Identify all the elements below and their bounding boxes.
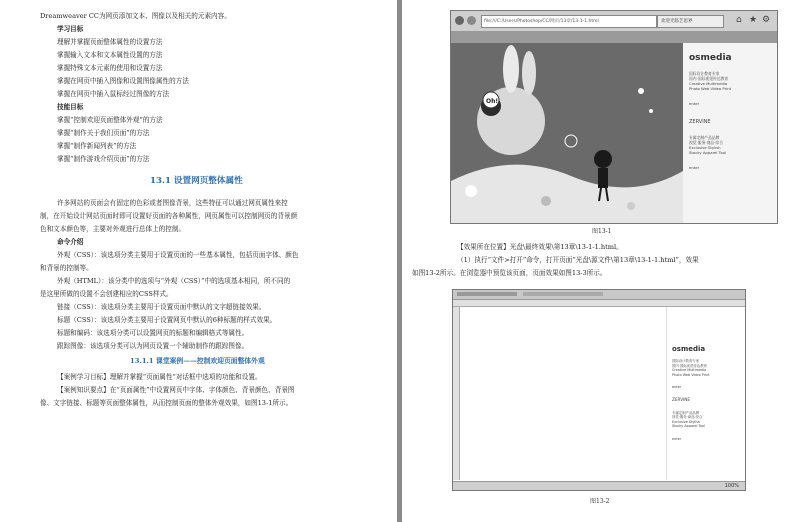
paragraph-line: 外观（CSS）：该选项分类主要用于设置页面的一些基本属性，包括页面字体、颜色 <box>57 251 299 259</box>
menu-line: Creative Multimedia <box>672 368 707 373</box>
site-menu <box>672 359 742 442</box>
section-heading: 13.1 设置网页整体属性 <box>150 176 243 186</box>
editor-side-ruler <box>453 307 460 480</box>
site-menu <box>689 71 775 170</box>
editor-ruler <box>453 300 745 307</box>
enter-link[interactable]: enter <box>672 385 682 390</box>
browser-toolbar <box>451 11 777 32</box>
editor-statusbar <box>453 481 745 491</box>
figure-caption: 图13-2 <box>590 498 610 505</box>
goal-item: 掌握特殊文本元素的使用和设置方法 <box>57 64 163 72</box>
menu-line: Photo Web Video Print <box>672 372 710 377</box>
site-logo: osmedia <box>672 345 706 353</box>
favorites-icon[interactable]: ★ <box>749 15 758 25</box>
skill-item: 掌握“控制欢迎页面整体外观”的方法 <box>57 116 163 124</box>
enter-link[interactable]: enter <box>689 165 700 170</box>
design-view[interactable] <box>460 307 745 480</box>
paragraph-line: 跟踪图像：该选项分类可以为网页设置一个辅助制作的跟踪图像。 <box>57 342 249 350</box>
menu-line: Exclusive Stylish <box>689 145 721 150</box>
paragraph-line: 【案例知识要点】在“页面属性”中设置网页中字体、字体颜色、背景颜色、背景图 <box>57 386 295 394</box>
paragraph-line: 如图13-2所示。在浏览器中预览该页面，页面效果如图13-3所示。 <box>412 269 607 277</box>
figure-13-2 <box>452 289 746 491</box>
speech-bubble: Oh! <box>486 98 499 105</box>
paragraph-line: 外观（HTML）：该分类中的选项与“外观（CSS）”中的选项基本相同，所不同的 <box>57 277 291 285</box>
zoom-level[interactable]: 100% <box>724 483 739 489</box>
left-page <box>0 0 398 522</box>
paragraph-line: 【效果所在位置】光盘\最终效果\第13章\13-1-1.html。 <box>457 243 623 251</box>
address-bar[interactable]: file:///C:/Users/Photoshop/CC/网页/13章/13-1-1.html <box>481 15 657 28</box>
goal-item: 掌握输入文本和文本属性设置的方法 <box>57 51 163 59</box>
editor-menubar <box>453 290 745 300</box>
menu-line: 国际设计教育专家 <box>672 359 700 363</box>
command-heading: 命令介绍 <box>57 238 84 246</box>
enter-link[interactable]: enter <box>689 101 700 106</box>
menu-line: Creative Multimedia <box>689 81 728 86</box>
menu-line: 国际设计教育专家 <box>689 71 720 76</box>
menu-line: Photo Web Video Print <box>689 86 732 91</box>
skill-item: 掌握“制作游戏介绍页面”的方法 <box>57 155 150 163</box>
site-logo: osmedia <box>689 53 732 63</box>
right-page <box>402 0 798 522</box>
figure-caption: 图13-1 <box>592 228 612 235</box>
menu-line: 国内·国际视觉传达教育 <box>672 363 707 368</box>
browser-tab[interactable]: 欢迎光临艺思界 <box>657 15 724 28</box>
page-viewport <box>451 31 777 223</box>
goal-item: 理解并掌握页面整体属性的设置方法 <box>57 38 163 46</box>
paragraph-line: 像、文字链接、标题等页面整体属性，从而控制页面的整体外观效果，如图13-1所示。 <box>40 399 293 407</box>
paragraph-line: 【案例学习目标】理解并掌握“页面属性”对话框中选项的功能和设置。 <box>57 373 262 381</box>
menu-line: Stocky Apparel Tool <box>689 150 727 155</box>
menu-line: 国内·国际视觉传达教育 <box>689 76 729 81</box>
paragraph-line: 链接（CSS）：该选项分类主要用于设置页面中默认的文字超链接效果。 <box>57 303 266 311</box>
paragraph-line: （1）执行“文件>打开”命令，打开页面“光盘\源文件\第13章\13-1-1.html”，效果 <box>457 256 699 264</box>
paragraph-line: 色和文本颜色等，主要对外观进行总体上的控制。 <box>40 225 186 233</box>
paragraph-line: 许多网站的页面会有固定的色彩或者图像背景，这些特征可以通过网页属性来控 <box>57 199 288 207</box>
menu-line: Exclusive Stylish <box>672 419 701 424</box>
goal-item: 掌握在网页中插入图像和设置图像属性的方法 <box>57 77 189 85</box>
skill-item: 掌握“制作关于我们页面”的方法 <box>57 129 150 137</box>
menu-strip[interactable] <box>457 292 517 296</box>
menu-line: ZERVINE <box>672 396 691 402</box>
paragraph-line: 和背景的控制等。 <box>40 264 93 272</box>
figure-13-1 <box>450 10 778 224</box>
subsection-heading: 13.1.1 课堂案例——控制欢迎页面整体外观 <box>130 357 265 365</box>
intro-line: Dreamweaver CC为网页添加文本、图像以及相关的元素内容。 <box>40 12 231 20</box>
paragraph-line: 制，在开始设计网站页面时即可设置好页面的各种属性，网页属性可以控制网页的背景颜 <box>40 212 298 220</box>
paragraph-line: 标题和编码：该选项分类可以设置网页的标题和编辑格式等属性。 <box>57 329 249 337</box>
goal-item: 掌握在网页中插入鼠标经过图像的方法 <box>57 90 170 98</box>
menu-strip[interactable] <box>523 292 603 296</box>
learning-goals-heading: 学习目标 <box>57 25 84 33</box>
menu-line: Stocky Apparel Tool <box>672 424 706 429</box>
back-icon[interactable] <box>455 16 464 25</box>
skill-item: 掌握“制作新闻列表”的方法 <box>57 142 137 150</box>
menu-line: 专属定制产品品牌 <box>672 410 700 415</box>
enter-link[interactable]: enter <box>672 436 682 441</box>
paragraph-line: 标题（CSS）：该选项分类主要用于设置网页中默认的6种标题的样式效果。 <box>57 316 277 324</box>
home-icon[interactable]: ⌂ <box>736 15 742 25</box>
menu-line: 专属定制产品品牌 <box>689 135 720 140</box>
skill-goals-heading: 技能目标 <box>57 103 84 111</box>
settings-gear-icon[interactable]: ⚙ <box>762 15 771 25</box>
paragraph-line: 是这里所做的设置不会创建相应的CSS样式。 <box>40 290 173 298</box>
menu-line: ZERVINE <box>689 119 711 125</box>
menu-line: 视觉·服务·商品·综合 <box>672 415 703 420</box>
forward-icon[interactable] <box>467 16 476 25</box>
menu-line: 视觉·服务·商品·综合 <box>689 140 723 145</box>
